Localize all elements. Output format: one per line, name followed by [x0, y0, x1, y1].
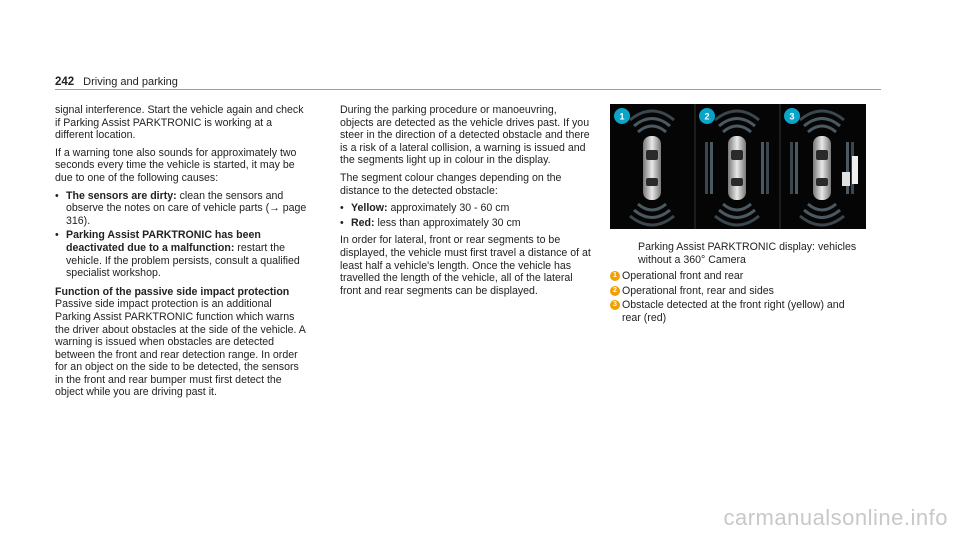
figure-caption: Parking Assist PARKTRONIC display: vehicles without a 360° Camera: [638, 241, 857, 266]
legend-text: Obstacle detected at the front right (yellow) and rear (red): [622, 299, 845, 324]
bullet-icon: •: [55, 229, 59, 242]
legend-item: [610, 299, 866, 324]
obstacle-icon: [842, 172, 850, 186]
column-right: [610, 104, 866, 327]
list-item: [340, 202, 592, 215]
page-header: [55, 76, 865, 90]
figure-legend: [610, 270, 866, 324]
legend-text: Operational front, rear and sides: [622, 284, 774, 297]
section-heading: Function of the passive side impact protection: [55, 285, 290, 298]
list-item-text: restart the vehicle. If the problem persists, consult a qualified specialist workshop.: [66, 241, 300, 280]
colour-list: [340, 202, 592, 229]
badge-icon: 1: [610, 271, 620, 281]
list-item-text: clean the sensors and observe the notes on care of vehicle parts (→ page 316).: [66, 189, 307, 227]
list-item-lead: Red:: [351, 216, 375, 229]
paragraph: In order for lateral, front or rear segments to be displayed, the vehicle must first travel a distance of at least half a vehicle's length. Once the vehicle has travelled the length of the vehicle, all of the lateral front and rear segments can be displayed.: [340, 234, 591, 297]
badge-icon: 2: [610, 286, 620, 296]
list-item: [55, 190, 307, 228]
badge-icon: 3: [610, 300, 620, 310]
legend-text: Operational front and rear: [622, 270, 744, 283]
parktronic-illustration: [610, 104, 866, 229]
list-item-lead: The sensors are dirty:: [66, 189, 177, 202]
list-item: [340, 217, 592, 230]
obstacle-icon: [852, 156, 858, 184]
parktronic-display-figure: [610, 104, 866, 229]
column-left: [55, 104, 307, 404]
page-number: 242: [55, 76, 75, 88]
page-section-title: Driving and parking: [83, 76, 178, 88]
bullet-icon: •: [340, 216, 344, 229]
paragraph: If a warning tone also sounds for approximately two seconds every time the vehicle is started, it may be due to one of the following causes:: [55, 146, 297, 184]
legend-item: [610, 270, 866, 283]
badge-label: 3: [789, 111, 795, 122]
paragraph: signal interference. Start the vehicle again and check if Parking Assist PARKTRONIC is working at a different location.: [55, 104, 304, 142]
paragraph: Passive side impact protection is an additional Parking Assist PARKTRONIC function which warns the driver about obstacles at the side of the vehicle. A warning is issued when obstacles are detected between the front and rear detection range. In order for an object on the side to be detected, the sensors in the front and rear bumper must first detect the object while you are driving past it.: [55, 298, 306, 399]
bullet-icon: •: [340, 202, 344, 215]
badge-label: 1: [619, 111, 625, 122]
paragraph: The segment colour changes depending on the distance to the detected obstacle:: [340, 171, 562, 197]
header-rule: [55, 89, 881, 90]
list-item-text: less than approximately 30 cm: [374, 216, 521, 229]
cause-list: [55, 190, 307, 280]
list-item-lead: Parking Assist PARKTRONIC has been deactivated due to a malfunction:: [66, 229, 261, 254]
legend-item: [610, 285, 866, 298]
badge-label: 2: [704, 111, 710, 122]
list-item-lead: Yellow:: [351, 202, 388, 215]
list-item: [55, 229, 307, 279]
bullet-icon: •: [55, 189, 59, 202]
list-item-text: approximately 30 - 60 cm: [387, 202, 510, 215]
column-middle: [340, 104, 592, 302]
watermark: carmanualsonline.info: [723, 505, 948, 531]
paragraph: During the parking procedure or manoeuvring, objects are detected as the vehicle drives past. If you steer in the direction of a detected obstacle and there is a risk of a lateral collision, a warning is issued and the segments light up in colour in the display.: [340, 104, 590, 167]
